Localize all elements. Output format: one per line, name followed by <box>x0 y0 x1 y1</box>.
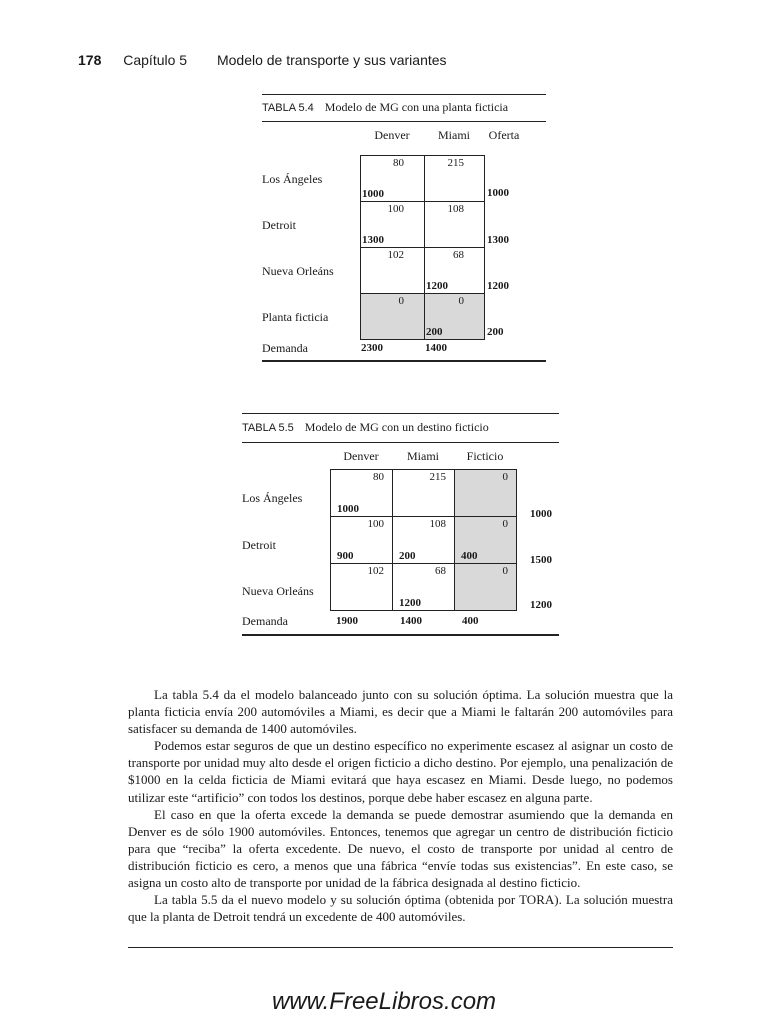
cell-cost: 0 <box>502 471 508 483</box>
row-label: Detroit <box>242 538 276 552</box>
cell-allocation: 1000 <box>362 188 384 200</box>
cell-cost: 108 <box>429 518 446 530</box>
cell-cost: 80 <box>393 157 404 169</box>
cell-allocation: 900 <box>337 550 354 562</box>
cell-allocation: 1200 <box>399 597 421 609</box>
demand-value: 400 <box>462 615 479 627</box>
demand-value: 2300 <box>361 342 383 354</box>
table-caption <box>242 420 489 435</box>
cell-allocation: 200 <box>426 326 443 338</box>
table-bottom-rule <box>242 634 559 636</box>
row-label: Nueva Orleáns <box>242 584 314 598</box>
cell-cost: 0 <box>502 565 508 577</box>
paragraph: La tabla 5.5 da el nuevo modelo y su solución óptima (obtenida por TORA). La solución muestra que la planta de Detroit tendrá un excedente de 400 automóviles. <box>128 892 673 925</box>
page-number: 178 <box>78 52 102 68</box>
cell-cost: 108 <box>447 203 464 215</box>
cell-cost: 102 <box>367 565 384 577</box>
dummy-cell <box>454 469 517 517</box>
cell-cost: 215 <box>447 157 464 169</box>
row-label: Los Ángeles <box>242 491 303 505</box>
table-cell <box>392 516 455 564</box>
row-label: Planta ficticia <box>262 310 329 324</box>
body-text <box>128 686 673 925</box>
table-cell <box>392 563 455 611</box>
column-header: Miami <box>438 128 470 142</box>
cell-cost: 68 <box>453 249 464 261</box>
row-supply: 200 <box>487 326 504 338</box>
column-header: Oferta <box>488 128 520 142</box>
column-header: Denver <box>374 128 410 142</box>
row-label: Los Ángeles <box>262 172 323 186</box>
cell-allocation: 400 <box>461 550 478 562</box>
dummy-cell <box>454 516 517 564</box>
cell-cost: 100 <box>367 518 384 530</box>
column-header: Miami <box>407 449 439 463</box>
paragraph: El caso en que la oferta excede la demanda se puede demostrar asumiendo que la demanda en Denver es de sólo 1900 automóviles. Entonces, tenemos que agregar un centro de distribución ficticio para que “reciba” la oferta excedente. De nuevo, el costo de transporte por unidad al centro de distribución ficticio es cero, a menos que una fábrica “envíe todas sus existencias”. En este caso, se asigna un costo alto de transporte por unidad de la fábrica designada al destino ficticio. <box>128 806 673 891</box>
cell-cost: 102 <box>387 249 404 261</box>
row-supply: 1200 <box>487 280 509 292</box>
cell-cost: 68 <box>435 565 446 577</box>
cell-allocation: 1300 <box>362 234 384 246</box>
cell-allocation: 200 <box>399 550 416 562</box>
row-label: Nueva Orleáns <box>262 264 334 278</box>
paragraph: La tabla 5.4 da el modelo balanceado junto con su solución óptima. La solución muestra que la planta ficticia envía 200 automóviles a Miami, es decir que a Miami le faltarán 200 automóviles para satisfacer su demanda de 1400 automóviles. <box>128 687 673 737</box>
cell-cost: 0 <box>502 518 508 530</box>
cell-cost: 100 <box>387 203 404 215</box>
table-label: TABLA 5.5 <box>242 422 294 434</box>
table-caption-rule <box>242 442 559 443</box>
chapter-title: Modelo de transporte y sus variantes <box>216 52 447 68</box>
paragraph: Podemos estar seguros de que un destino específico no experimente escasez al asignar un costo de transporte por unidad muy alto desde el origen ficticio a dicho destino. Por ejemplo, una penalización de $1000 en la celda ficticia de Miami evitará que haya escasez en Miami. Desde luego, no podemos utilizar este “artificio” con todos los destinos, porque debe haber escasez en alguna parte. <box>128 738 673 805</box>
table-cell <box>330 469 393 517</box>
table-cell <box>330 516 393 564</box>
row-supply: 1500 <box>530 554 552 566</box>
footer-watermark: www.FreeLibros.com <box>271 988 497 1015</box>
dummy-cell <box>454 563 517 611</box>
chapter-label: Capítulo 5 <box>123 52 188 68</box>
table-cell <box>330 563 393 611</box>
demand-label: Demanda <box>242 614 288 628</box>
bottom-rule <box>128 947 673 948</box>
demand-label: Demanda <box>262 341 308 355</box>
cell-allocation: 1000 <box>337 503 359 515</box>
cell-allocation: 1200 <box>426 280 448 292</box>
column-header: Denver <box>343 449 379 463</box>
table-title: Modelo de MG con una planta ficticia <box>324 100 509 114</box>
cell-cost: 0 <box>458 295 464 307</box>
row-supply: 1000 <box>530 508 552 520</box>
row-supply: 1000 <box>487 187 509 199</box>
table-top-rule <box>242 413 559 414</box>
cell-cost: 0 <box>398 295 404 307</box>
demand-value: 1400 <box>400 615 422 627</box>
table-title: Modelo de MG con un destino ficticio <box>304 420 489 434</box>
table-cell <box>392 469 455 517</box>
row-supply: 1200 <box>530 599 552 611</box>
cell-cost: 80 <box>373 471 384 483</box>
row-supply: 1300 <box>487 234 509 246</box>
row-label: Detroit <box>262 218 296 232</box>
table-label: TABLA 5.4 <box>262 102 314 114</box>
demand-value: 1900 <box>336 615 358 627</box>
demand-value: 1400 <box>425 342 447 354</box>
column-header: Ficticio <box>466 449 504 463</box>
cell-cost: 215 <box>429 471 446 483</box>
